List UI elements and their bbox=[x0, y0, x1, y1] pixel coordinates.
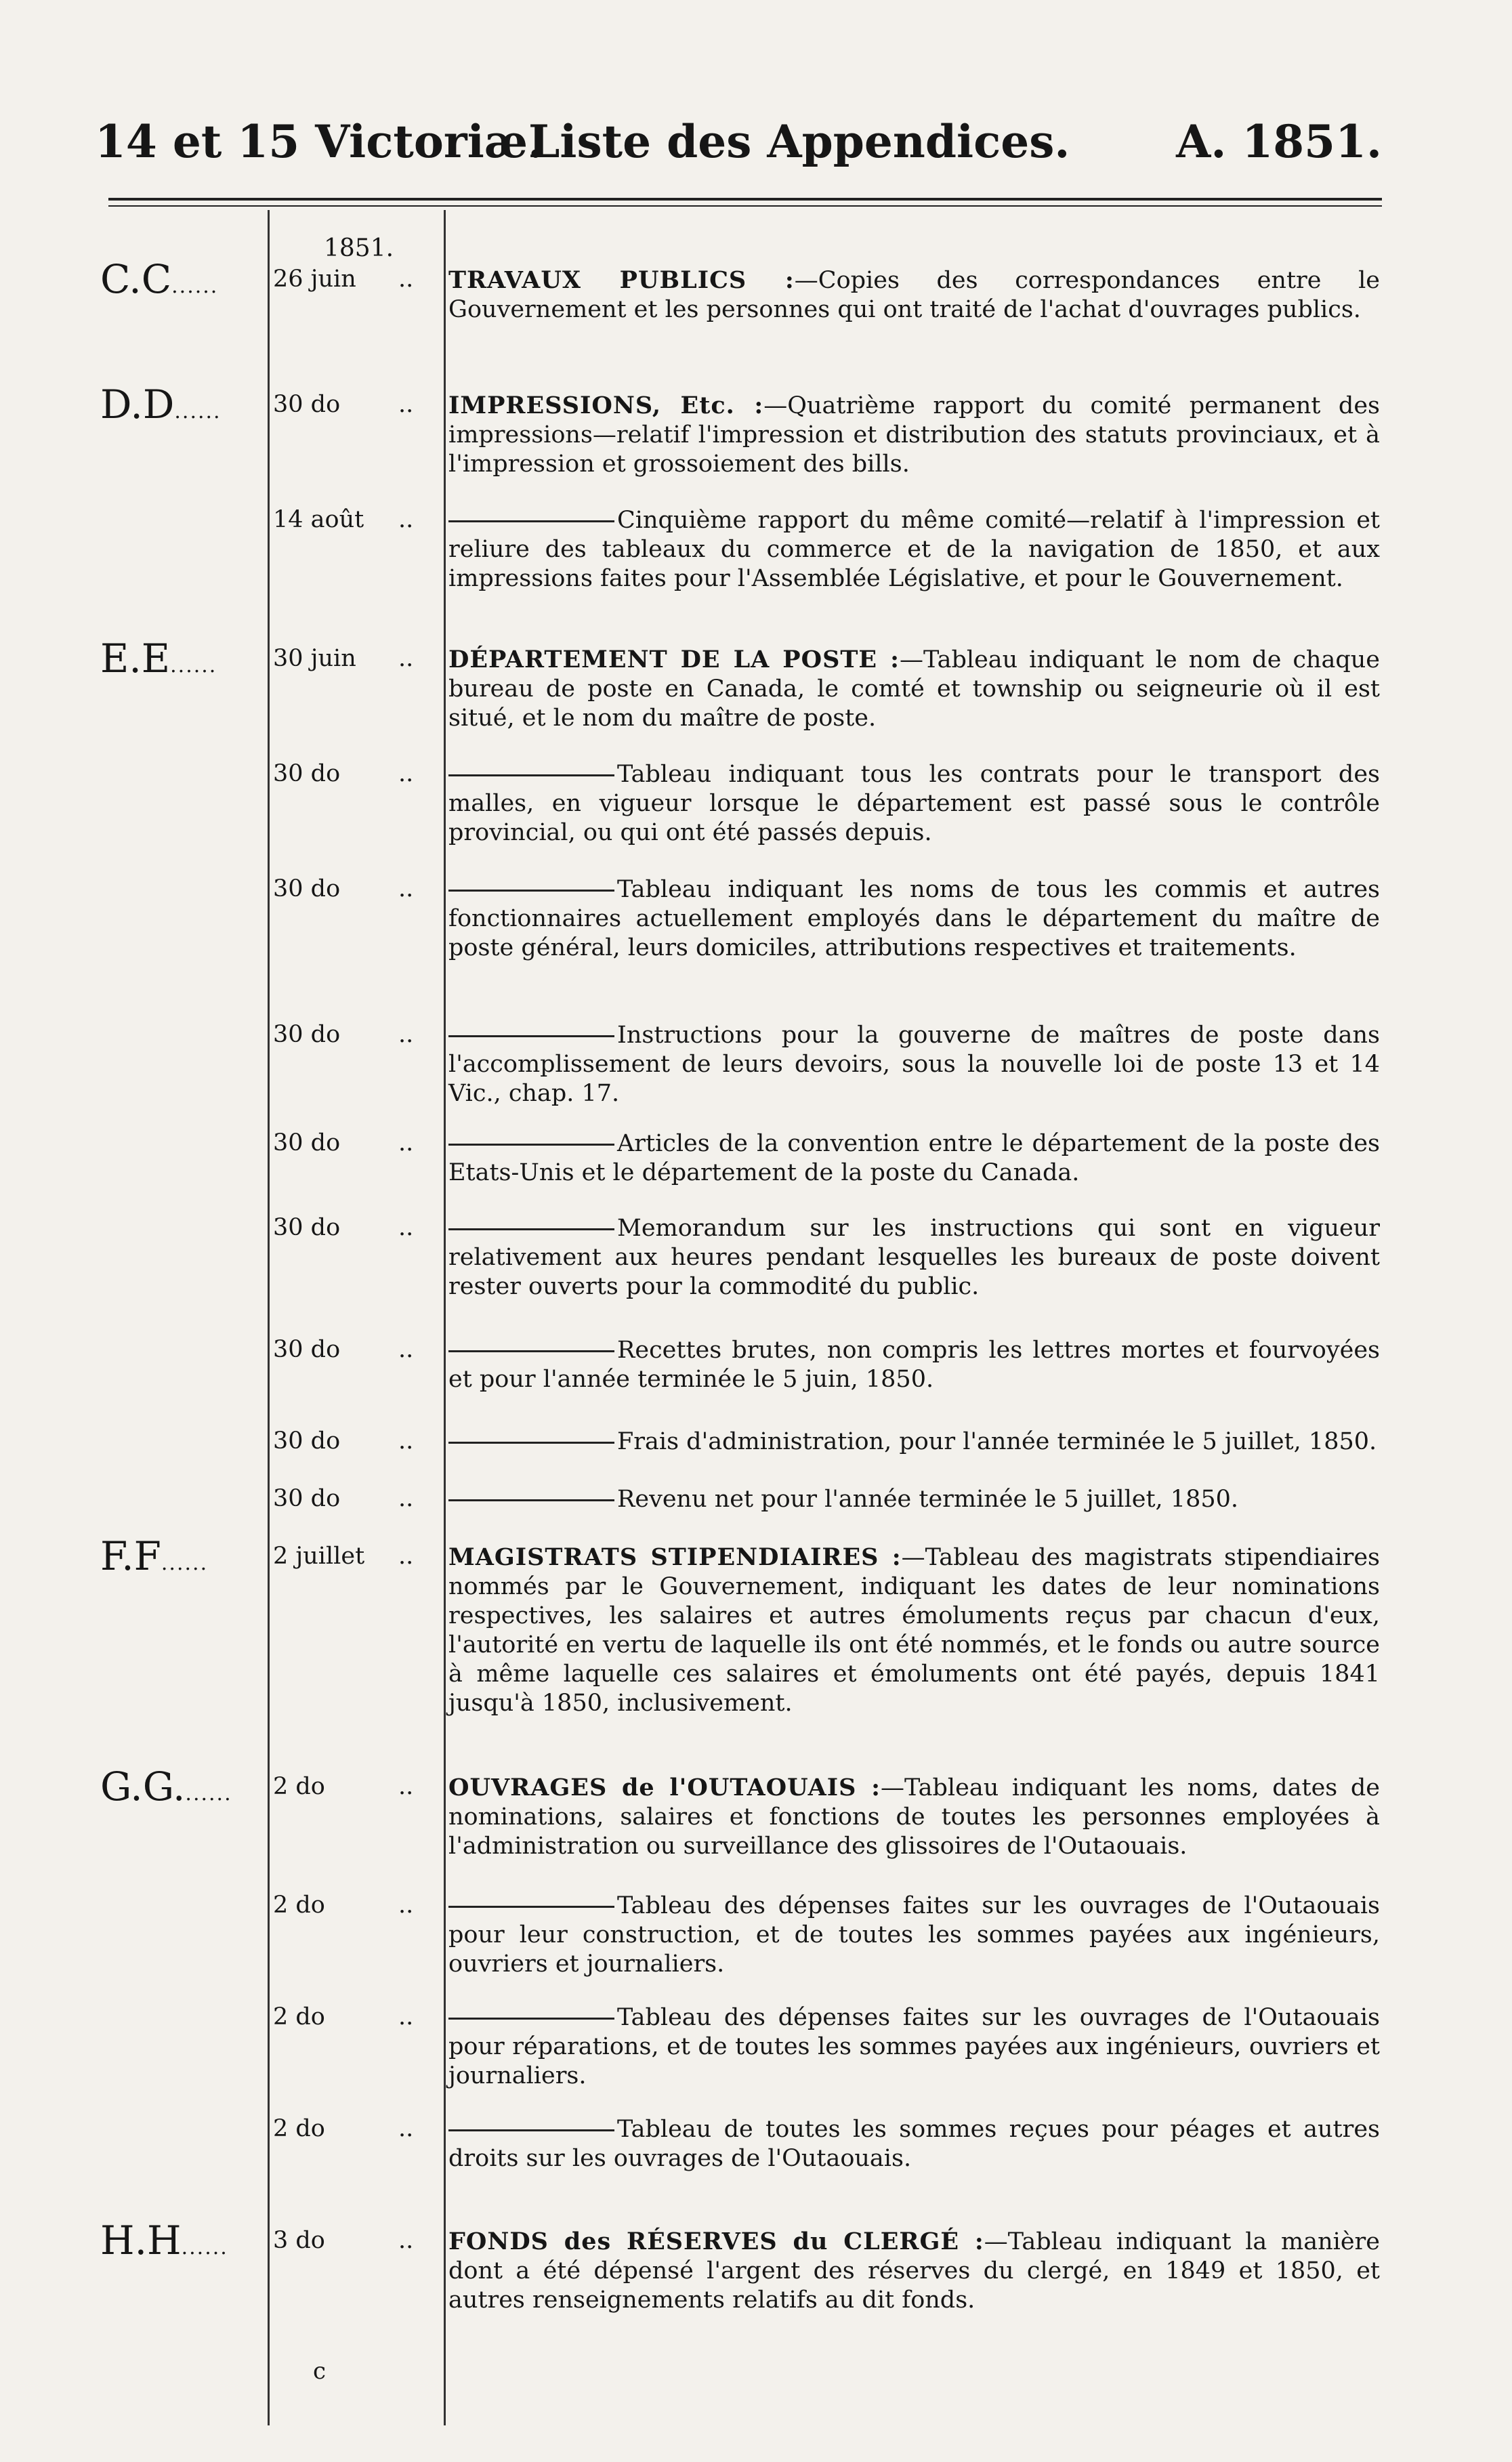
entry-text: —Copies des correspondances entre le Gouvernement et les personnes qui ont traité de l'achat d'ouvrages publics. bbox=[448, 267, 1380, 323]
entry-description bbox=[448, 1485, 1380, 1514]
date-leader-dots: .. bbox=[398, 506, 414, 533]
appendix-code bbox=[100, 381, 222, 427]
leader-dots: ...... bbox=[170, 654, 217, 677]
ditto-dash bbox=[448, 1144, 614, 1146]
entry-date-text: 30 juin bbox=[273, 645, 356, 672]
entry-text: Articles de la convention entre le département de la poste des Etats-Unis et le département de la poste du Canada. bbox=[448, 1130, 1380, 1186]
entry-description bbox=[448, 2003, 1380, 2091]
entry-text: Tableau des dépenses faites sur les ouvrages de l'Outaouais pour réparations, et de toutes les sommes payées aux ingénieurs, ouvriers et journaliers. bbox=[448, 2004, 1380, 2089]
entry-description bbox=[448, 875, 1380, 963]
date-leader-dots: .. bbox=[398, 2115, 414, 2142]
entry-date bbox=[273, 1485, 414, 1512]
ditto-dash bbox=[448, 1350, 614, 1352]
date-leader-dots: .. bbox=[398, 391, 414, 418]
date-leader-dots: .. bbox=[398, 875, 414, 902]
page-header bbox=[95, 115, 1382, 183]
entry-text: Memorandum sur les instructions qui sont en vigueur relativement aux heures pendant lesquelles les bureaux de poste doivent rester ouverts pour la commodité du public. bbox=[448, 1215, 1380, 1300]
entry-date bbox=[273, 266, 414, 293]
entry-description bbox=[448, 2115, 1380, 2173]
entry-date bbox=[273, 1427, 414, 1455]
appendix-code-letters: D.D bbox=[100, 381, 175, 427]
appendix-code bbox=[100, 2217, 228, 2263]
ditto-dash bbox=[448, 1228, 614, 1230]
entry-description bbox=[448, 1129, 1380, 1188]
leader-dots: ...... bbox=[161, 1551, 209, 1575]
entry-text: —Quatrième rapport du comité permanent des impressions—relatif l'impression et distribution des statuts provinciaux, et à l'impression et grossoiement des bills. bbox=[448, 392, 1380, 478]
entry-date bbox=[273, 1336, 414, 1363]
entry-date-text: 2 do bbox=[273, 2003, 325, 2030]
entry-subject: FONDS des RÉSERVES du CLERGÉ : bbox=[448, 2228, 984, 2255]
entry-text: Tableau indiquant les noms de tous les commis et autres fonctionnaires actuellement employés dans le département du maître de poste général, leurs domiciles, attributions respectives et traitements. bbox=[448, 876, 1380, 961]
entry-description bbox=[448, 1773, 1380, 1861]
date-leader-dots: .. bbox=[398, 1773, 414, 1800]
date-leader-dots: .. bbox=[398, 1892, 414, 1919]
entry-text: Cinquième rapport du même comité—relatif à l'impression et reliure des tableaux du commerce et de la navigation de 1850, et aux impressions faites pour l'Assemblée Législative, et pour le Gouvernement. bbox=[448, 507, 1380, 592]
ditto-dash bbox=[448, 774, 614, 776]
entry-text: —Tableau des magistrats stipendiaires nommés par le Gouvernement, indiquant les dates de leur nominations respectives, les salaires et autres émoluments reçus par chacun d'eux, l'autorité en vertu de laquelle ils ont été nommés, et le fonds ou autre source à même laquelle ces salaires et émoluments ont été payés, depuis 1841 jusqu'à 1850, inclusivement. bbox=[448, 1544, 1380, 1717]
entry-date bbox=[273, 760, 414, 787]
entry-text: Recettes brutes, non compris les lettres mortes et fourvoyées et pour l'année terminée le 5 juin, 1850. bbox=[448, 1337, 1380, 1393]
appendix-code-letters: H.H bbox=[100, 2217, 182, 2263]
appendix-code-letters: C.C bbox=[100, 256, 172, 302]
header-rule-thin bbox=[108, 205, 1382, 207]
entry-date bbox=[273, 2115, 414, 2142]
ditto-dash bbox=[448, 1442, 614, 1444]
entry-text: Tableau indiquant tous les contrats pour le transport des malles, en vigueur lorsque le département est passé sous le contrôle provincial, ou qui ont été passés depuis. bbox=[448, 761, 1380, 846]
entry-date-text: 2 juillet bbox=[273, 1543, 365, 1570]
entry-description bbox=[448, 1214, 1380, 1301]
entry-date-text: 30 do bbox=[273, 875, 341, 902]
header-title: Liste des Appendices. bbox=[528, 115, 1070, 168]
leader-dots: ...... bbox=[181, 2236, 228, 2259]
appendix-code bbox=[100, 1764, 232, 1810]
year-label: 1851. bbox=[324, 234, 394, 262]
entry-date bbox=[273, 875, 414, 902]
entry-subject: DÉPARTEMENT DE LA POSTE : bbox=[448, 646, 900, 673]
entry-date-text: 30 do bbox=[273, 1021, 341, 1048]
entry-date bbox=[273, 1214, 414, 1241]
ditto-dash bbox=[448, 890, 614, 892]
entry-text: Revenu net pour l'année terminée le 5 juillet, 1850. bbox=[617, 1486, 1239, 1513]
date-leader-dots: .. bbox=[398, 1214, 414, 1241]
entry-date-text: 30 do bbox=[273, 1336, 341, 1363]
entry-date-text: 2 do bbox=[273, 1892, 325, 1919]
leader-dots: ...... bbox=[185, 1782, 232, 1806]
entry-text: Tableau des dépenses faites sur les ouvrages de l'Outaouais pour leur construction, et de toutes les sommes payées aux ingénieurs, ouvriers et journaliers. bbox=[448, 1892, 1380, 1978]
entry-date-text: 2 do bbox=[273, 2115, 325, 2142]
entry-date bbox=[273, 1021, 414, 1048]
leader-dots: ...... bbox=[174, 400, 222, 423]
appendix-code-letters: G.G. bbox=[100, 1764, 186, 1810]
entry-subject: MAGISTRATS STIPENDIAIRES : bbox=[448, 1543, 902, 1571]
date-leader-dots: .. bbox=[398, 760, 414, 787]
entry-date bbox=[273, 645, 414, 672]
date-leader-dots: .. bbox=[398, 1336, 414, 1363]
date-leader-dots: .. bbox=[398, 1427, 414, 1455]
date-leader-dots: .. bbox=[398, 2227, 414, 2254]
appendix-code-letters: E.E bbox=[100, 635, 171, 682]
appendix-list bbox=[0, 210, 1512, 2446]
entry-date-text: 30 do bbox=[273, 1485, 341, 1512]
entry-text: Frais d'administration, pour l'année terminée le 5 juillet, 1850. bbox=[617, 1428, 1377, 1455]
entry-date-text: 30 do bbox=[273, 391, 341, 418]
entry-date bbox=[273, 1129, 414, 1156]
entry-description bbox=[448, 1892, 1380, 1979]
entry-description bbox=[448, 506, 1380, 593]
ditto-dash bbox=[448, 1035, 614, 1037]
entry-date bbox=[273, 1543, 414, 1570]
entry-subject: TRAVAUX PUBLICS : bbox=[448, 266, 795, 294]
entry-date bbox=[273, 2003, 414, 2030]
entry-date bbox=[273, 2227, 414, 2254]
ditto-dash bbox=[448, 520, 614, 522]
entry-description bbox=[448, 2227, 1380, 2315]
ditto-dash bbox=[448, 1906, 614, 1908]
entry-text: Tableau de toutes les sommes reçues pour péages et autres droits sur les ouvrages de l'Outaouais. bbox=[448, 2116, 1380, 2172]
entry-date bbox=[273, 391, 414, 418]
entry-description bbox=[448, 1427, 1380, 1457]
date-leader-dots: .. bbox=[398, 645, 414, 672]
ditto-dash bbox=[448, 1499, 614, 1501]
ditto-dash bbox=[448, 2018, 614, 2020]
entry-date-text: 26 juin bbox=[273, 266, 356, 293]
entry-text: —Tableau indiquant le nom de chaque bureau de poste en Canada, le comté et township ou seigneurie où il est situé, et le nom du maître de poste. bbox=[448, 646, 1380, 732]
entry-date-text: 3 do bbox=[273, 2227, 325, 2254]
leader-dots: ...... bbox=[171, 274, 219, 298]
entry-text: Instructions pour la gouverne de maîtres de poste dans l'accomplissement de leurs devoirs, sous la nouvelle loi de poste 13 et 14 Vic., chap. 17. bbox=[448, 1022, 1380, 1107]
entry-description bbox=[448, 760, 1380, 848]
entry-date-text: 30 do bbox=[273, 1427, 341, 1455]
header-session: 14 et 15 Victoriæ. bbox=[95, 115, 544, 168]
page-signature: c bbox=[313, 2358, 327, 2385]
entry-date bbox=[273, 506, 414, 533]
appendix-code bbox=[100, 256, 218, 302]
header-rule-thick bbox=[108, 198, 1382, 201]
entry-subject: OUVRAGES de l'OUTAOUAIS : bbox=[448, 1774, 881, 1801]
entry-text: —Tableau indiquant la manière dont a été dépensé l'argent des réserves du clergé, en 1849 et 1850, et autres renseignements relatifs au dit fonds. bbox=[448, 2228, 1380, 2314]
entry-date-text: 30 do bbox=[273, 1129, 341, 1156]
entry-subject: IMPRESSIONS, Etc. : bbox=[448, 392, 764, 419]
entry-description bbox=[448, 266, 1380, 325]
date-leader-dots: .. bbox=[398, 1021, 414, 1048]
entry-description bbox=[448, 391, 1380, 479]
entry-date bbox=[273, 1773, 414, 1800]
entry-description bbox=[448, 645, 1380, 733]
appendix-code bbox=[100, 635, 217, 682]
date-leader-dots: .. bbox=[398, 266, 414, 293]
date-leader-dots: .. bbox=[398, 1543, 414, 1570]
entry-date-text: 30 do bbox=[273, 760, 341, 787]
entry-description bbox=[448, 1543, 1380, 1718]
entry-date-text: 14 août bbox=[273, 506, 364, 533]
entry-date-text: 2 do bbox=[273, 1773, 325, 1800]
entry-date-text: 30 do bbox=[273, 1214, 341, 1241]
ditto-dash bbox=[448, 2129, 614, 2131]
date-leader-dots: .. bbox=[398, 2003, 414, 2030]
entry-text: —Tableau indiquant les noms, dates de nominations, salaires et fonctions de toutes les personnes employées à l'administration ou surveillance des glissoires de l'Outaouais. bbox=[448, 1774, 1380, 1860]
date-leader-dots: .. bbox=[398, 1485, 414, 1512]
header-year: A. 1851. bbox=[1176, 115, 1382, 168]
entry-date bbox=[273, 1892, 414, 1919]
entry-description bbox=[448, 1021, 1380, 1108]
entry-description bbox=[448, 1336, 1380, 1394]
appendix-code-letters: F.F bbox=[100, 1533, 161, 1579]
date-leader-dots: .. bbox=[398, 1129, 414, 1156]
appendix-code bbox=[100, 1533, 208, 1579]
